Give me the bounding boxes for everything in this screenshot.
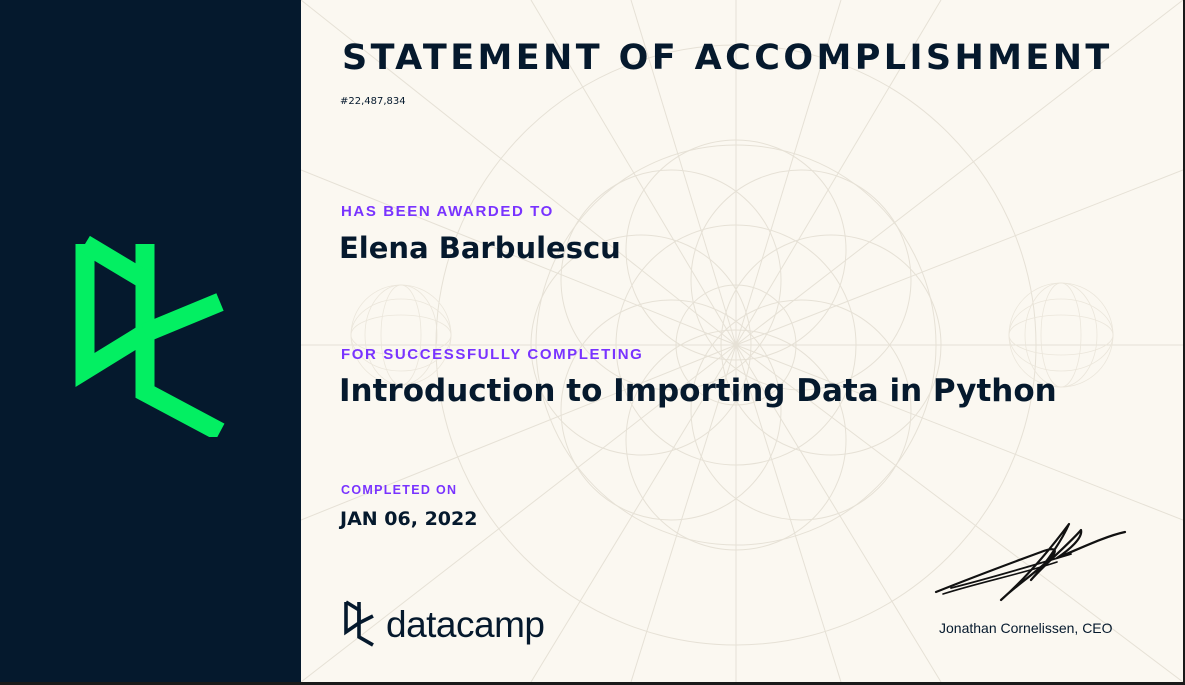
awarded-label: HAS BEEN AWARDED TO	[341, 203, 554, 220]
sidebar	[0, 0, 301, 682]
datacamp-logo-icon	[70, 232, 230, 437]
completion-date: JAN 06, 2022	[340, 508, 478, 530]
signature-image	[931, 508, 1131, 608]
certificate-body	[301, 0, 1183, 682]
certificate-id: #22,487,834	[340, 96, 406, 107]
completed-label: COMPLETED ON	[341, 483, 458, 497]
datacamp-brand	[342, 598, 545, 648]
course-title: Introduction to Importing Data in Python	[339, 373, 1057, 409]
certificate-title: STATEMENT OF ACCOMPLISHMENT	[342, 38, 1113, 78]
completing-label: FOR SUCCESSFULLY COMPLETING	[341, 346, 644, 363]
brand-name: datacamp	[386, 603, 545, 645]
datacamp-logo-icon	[342, 599, 376, 647]
signatory-name: Jonathan Cornelissen, CEO	[939, 620, 1113, 636]
recipient-name: Elena Barbulescu	[339, 231, 621, 265]
